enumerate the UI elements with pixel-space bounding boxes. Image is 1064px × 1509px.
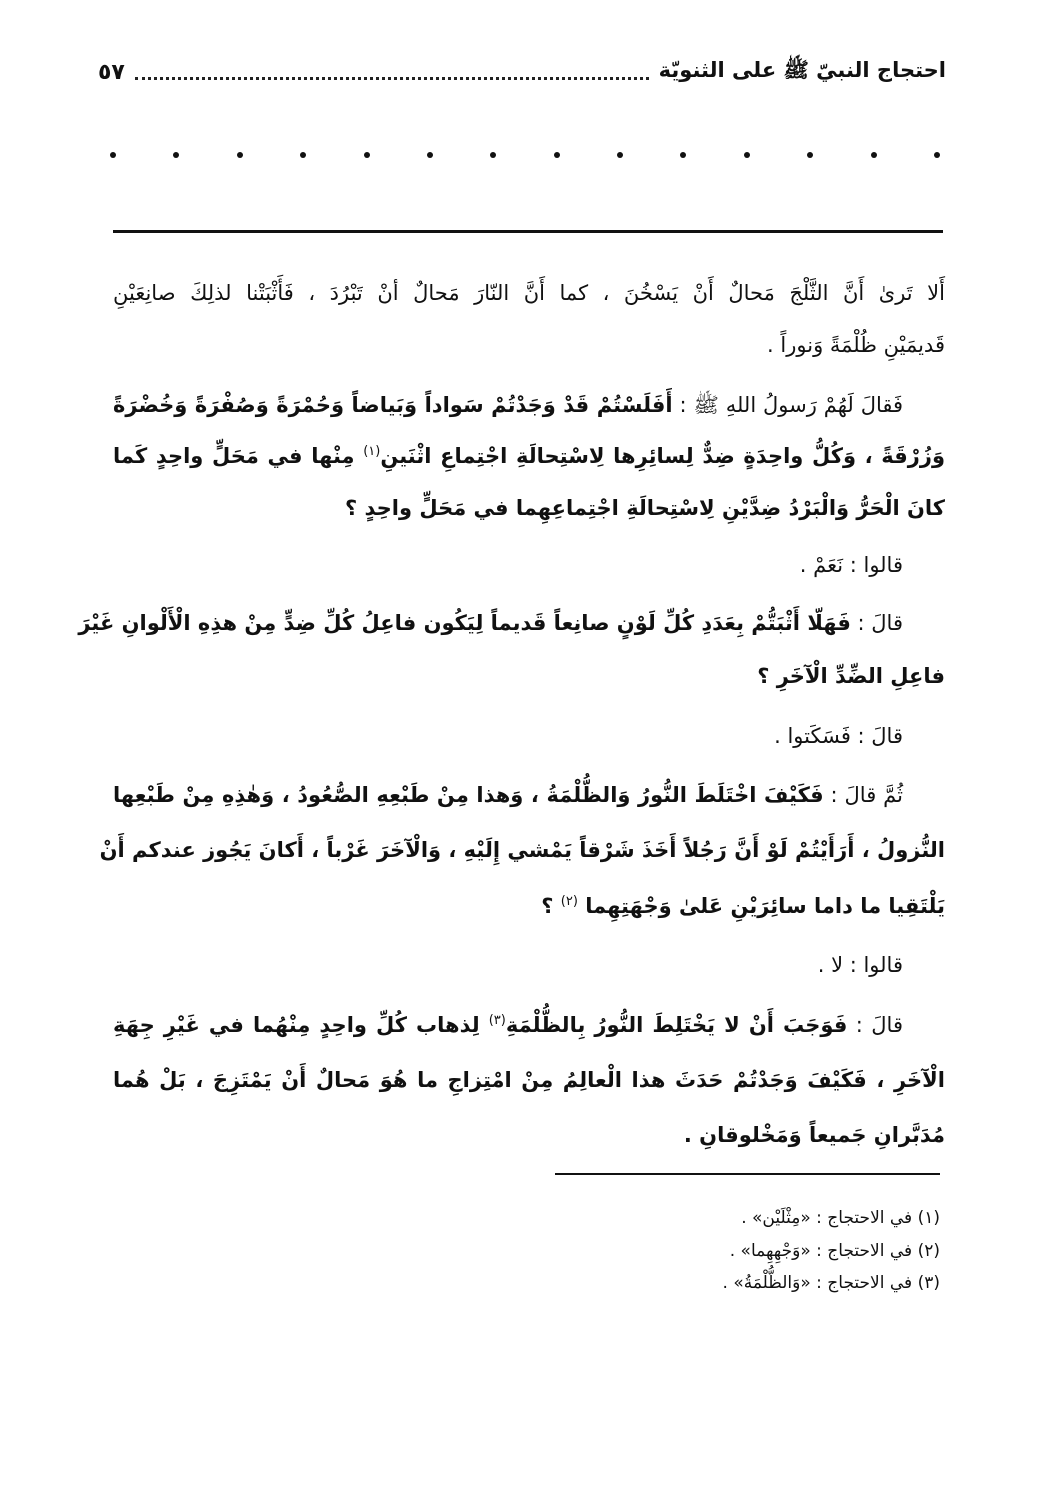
dot	[934, 152, 940, 158]
dot	[680, 152, 686, 158]
text-segment: مُدَبَّرانِ جَميعاً وَمَخْلوقانِ .	[683, 1123, 945, 1147]
dot	[490, 152, 496, 158]
dot	[364, 152, 370, 158]
footnote-marker: (١)	[363, 444, 381, 459]
dot	[300, 152, 306, 158]
text-segment: فاعِلِ الضِّدِّ الْآخَرِ ؟	[757, 664, 945, 688]
text-segment: لِذهاب كُلِّ واحِدٍ مِنْهُما في غَيْرِ جِهَةِ	[113, 1013, 489, 1037]
dotted-leader	[135, 65, 649, 80]
dot	[237, 152, 243, 158]
footnote-marker: (٢)	[560, 894, 578, 909]
text-segment: ؟	[541, 894, 561, 918]
text-segment: قالوا : لا .	[817, 953, 903, 977]
text-line	[113, 436, 945, 476]
text-segment: قالوا : نَعَمْ .	[799, 553, 903, 577]
text-line	[99, 830, 945, 870]
text-segment: فَهَلّا أَثْبَتُّمْ بِعَدَدِ كُلِّ لَوْنٍ صانِعاً قَديماً لِيَكُون فاعِلُ كُلِّ ضِدٍّ مِنْ هذِهِ الْأَلْوانِ غَيْرَ	[78, 611, 851, 635]
text-segment: مِنْها في مَحَلٍّ واحِدٍ كَما	[113, 444, 364, 468]
text-segment: فَوَجَبَ أَنْ لا يَخْتَلِطَ النُّورُ بِالظُّلْمَةِ	[505, 1013, 848, 1037]
text-line	[113, 385, 945, 425]
text-segment: أَفَلَسْتُمْ قَدْ وَجَدْتُمْ سَواداً وَبَياضاً وَحُمْرَةً وَصُفْرَةً وَخُضْرَةً	[113, 393, 673, 417]
text-segment: يَلْتَقِيا ما داما سائِرَيْنِ عَلىٰ وَجْهَتِهِما	[577, 894, 945, 918]
text-line	[113, 1005, 945, 1045]
footnote-3: (٣) في الاحتجاج : «وَالظُّلْمَةُ» .	[722, 1273, 940, 1293]
text-segment: وَزُرْقَةً ، وَكُلُّ واحِدَةٍ ضِدٌّ لِسائِرِها لِاسْتِحالَةِ اجْتِماعِ اثْنَينِ	[380, 444, 946, 468]
text-segment: فَكَيْفَ اخْتَلَطَ النُّورُ وَالظُّلْمَةُ ، وَهذا مِنْ طَبْعِهِ الصُّعُودُ ، وَهٰذِهِ مِنْ طَبْعِها	[113, 783, 824, 807]
text-line	[113, 656, 945, 696]
footnote-divider	[555, 1173, 940, 1175]
page-number: ٥٧	[98, 59, 125, 85]
footnote-marker: (٣)	[488, 1013, 506, 1028]
text-segment: فَقالَ لَهُمْ رَسولُ اللهِ ﷺ :	[672, 393, 904, 417]
dot	[617, 152, 623, 158]
dot	[871, 152, 877, 158]
footnote-2: (٢) في الاحتجاج : «وَجْهِهِما» .	[729, 1241, 940, 1261]
text-segment: قالَ :	[847, 1013, 903, 1037]
text-line	[113, 775, 945, 815]
dot	[807, 152, 813, 158]
dot	[110, 152, 116, 158]
text-segment: ثُمَّ قالَ :	[823, 783, 903, 807]
footnote-1: (١) في الاحتجاج : «مِثْلَيْن» .	[741, 1208, 940, 1228]
text-segment: كانَ الْحَرُّ وَالْبَرْدُ ضِدَّيْنِ لِاسْتِحالَةِ اجْتِماعِهِما في مَحَلٍّ واحِدٍ ؟	[345, 496, 945, 520]
text-segment: قالَ :	[850, 611, 903, 635]
text-segment: قَديمَيْنِ ظُلْمَةً وَنوراً .	[767, 333, 945, 357]
header-title: احتجاج النبيّ ﷺ على الثنويّة	[658, 57, 946, 82]
section-divider	[113, 230, 943, 233]
text-line	[113, 488, 945, 528]
dot	[173, 152, 179, 158]
text-line	[113, 1115, 945, 1155]
text-segment: أَلا تَرىٰ أَنَّ الثَّلْجَ مَحالٌ أَنْ يَسْخُنَ ، كما أَنَّ النّارَ مَحالٌ أنْ تَبْرُدَ ، فَأَثْبَتْنا لذلِكَ صانِعَيْنِ	[113, 281, 945, 305]
text-line	[113, 716, 945, 756]
ellipsis-dots-row	[110, 152, 940, 158]
text-segment: النُّزولُ ، أَرَأَيْتُمْ لَوْ أَنَّ رَجُلاً أَخَذَ شَرْقاً يَمْشي إِلَيْهِ ، وَالْآخَرَ غَرْباً ، أَكانَ يَجُوز عندكم أَنْ	[99, 838, 945, 862]
dot	[744, 152, 750, 158]
text-line	[113, 886, 945, 926]
dot	[427, 152, 433, 158]
dot	[554, 152, 560, 158]
text-line	[113, 945, 945, 985]
text-line	[113, 325, 945, 365]
text-segment: قالَ : فَسَكَتوا .	[774, 724, 903, 748]
text-line	[113, 273, 945, 313]
text-line	[78, 603, 945, 643]
running-header	[98, 52, 946, 92]
text-line	[113, 1060, 945, 1100]
text-segment: الْآخَرِ ، فَكَيْفَ وَجَدْتُمْ حَدَثَ هذا الْعالِمُ مِنْ امْتِزاجِ ما هُوَ مَحالٌ أَنْ يَمْتَزِجَ ، بَلْ هُما	[113, 1068, 945, 1092]
text-line	[113, 545, 945, 585]
